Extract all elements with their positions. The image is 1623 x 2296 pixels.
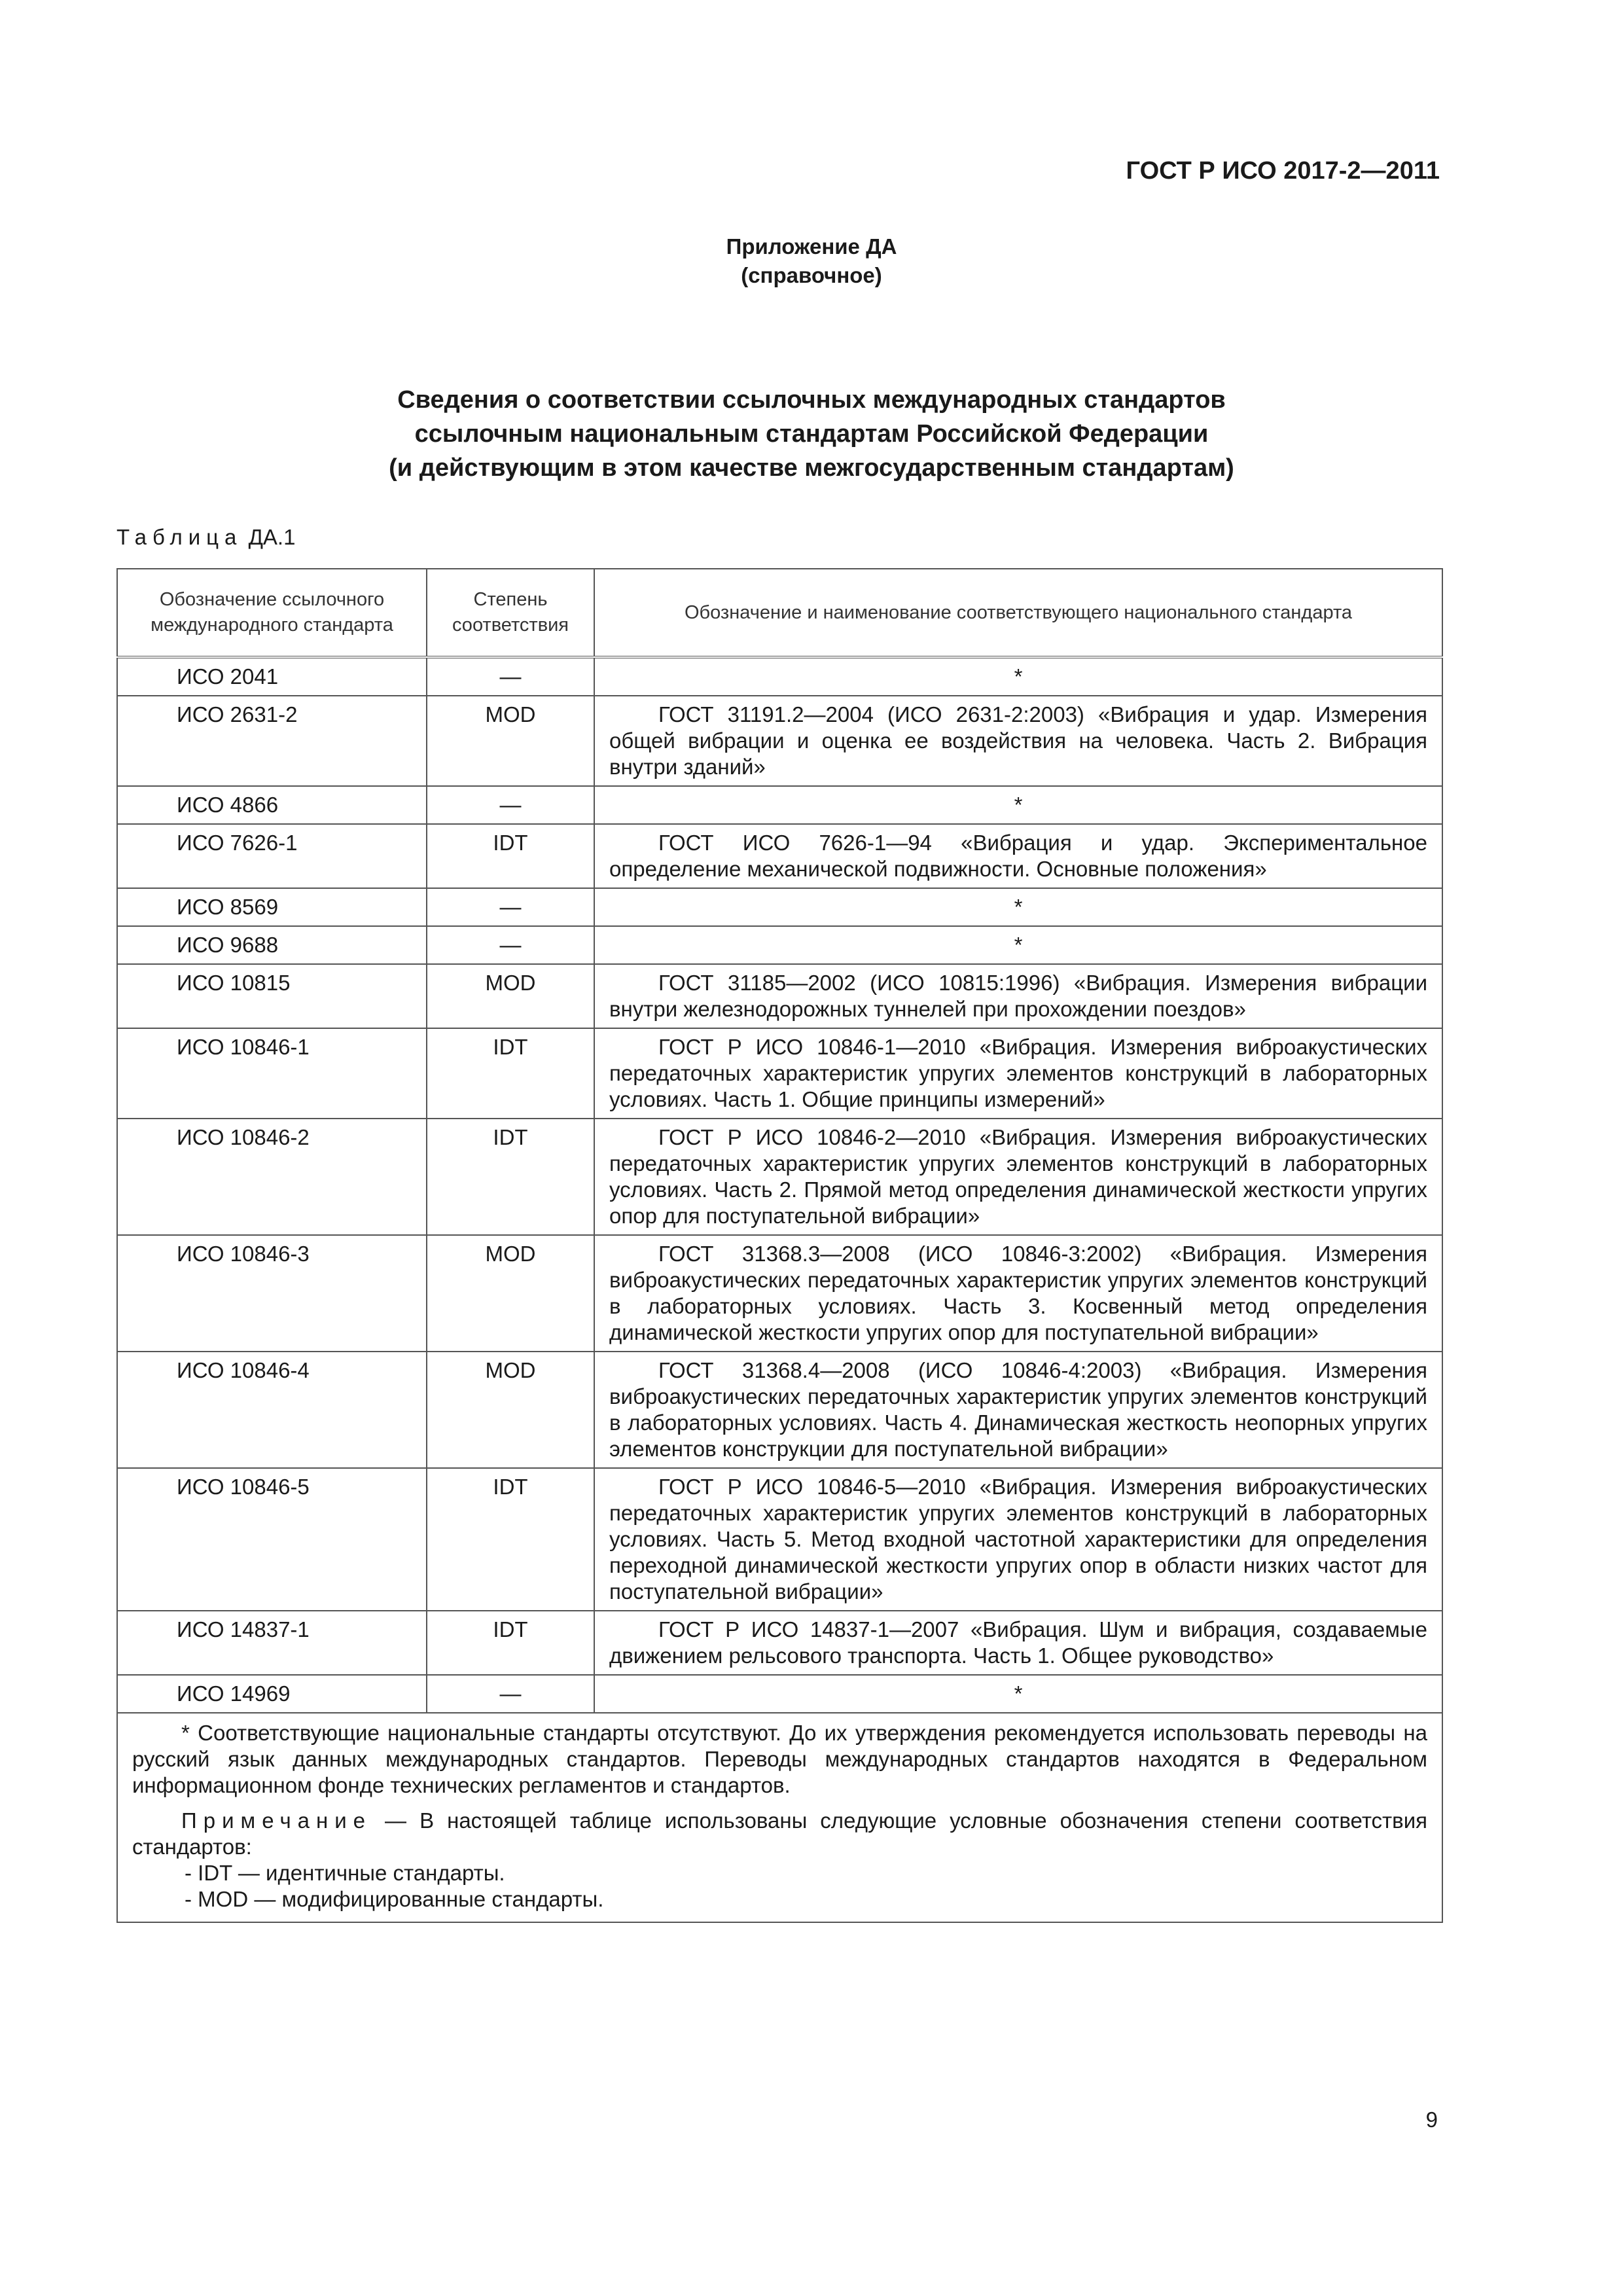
- table-row: [117, 964, 1442, 1028]
- degree-cell: MOD: [427, 696, 594, 786]
- document-code: ГОСТ Р ИСО 2017-2—2011: [1126, 157, 1440, 185]
- degree-cell: MOD: [427, 1352, 594, 1468]
- degree-cell: —: [427, 786, 594, 824]
- table-row: [117, 1611, 1442, 1675]
- ref-cell: ИСО 14837-1: [117, 1611, 427, 1675]
- degree-cell: MOD: [427, 1235, 594, 1352]
- ref-cell: ИСО 10815: [117, 964, 427, 1028]
- degree-cell: IDT: [427, 1468, 594, 1611]
- table-label-word: Таблица: [116, 525, 243, 549]
- ref-cell: ИСО 2041: [117, 657, 427, 696]
- degree-cell: IDT: [427, 1119, 594, 1235]
- national-cell: *: [594, 926, 1442, 964]
- table-row: [117, 888, 1442, 926]
- ref-cell: ИСО 10846-2: [117, 1119, 427, 1235]
- appendix-subtitle: (справочное): [741, 263, 882, 287]
- table-row: [117, 1028, 1442, 1119]
- degree-cell: MOD: [427, 964, 594, 1028]
- footnote: * Соответствующие национальные стандарты отсутствуют. До их утверждения рекомендуется использовать переводы на русский язык данных международных стандартов. Переводы международных стандартов находятся в Федеральном информационном фонде технических регламентов и стандартов.: [132, 1721, 1427, 1797]
- ref-cell: ИСО 2631-2: [117, 696, 427, 786]
- header-national-standard: Обозначение и наименование соответствующего национального стандарта: [594, 569, 1442, 657]
- table-row: [117, 1235, 1442, 1352]
- degree-cell: —: [427, 926, 594, 964]
- ref-cell: ИСО 9688: [117, 926, 427, 964]
- note-item-mod: - MOD — модифицированные стандарты.: [185, 1887, 604, 1911]
- appendix-title: Приложение ДА: [726, 234, 897, 259]
- national-cell: *: [594, 888, 1442, 926]
- national-cell: *: [594, 657, 1442, 696]
- degree-cell: —: [427, 888, 594, 926]
- degree-cell: IDT: [427, 1611, 594, 1675]
- header-degree: Степень соответствия: [427, 569, 594, 657]
- note-item-idt: - IDT — идентичные стандарты.: [185, 1861, 505, 1885]
- ref-cell: ИСО 7626-1: [117, 824, 427, 888]
- ref-cell: ИСО 10846-4: [117, 1352, 427, 1468]
- note-label: Примечание: [181, 1808, 372, 1833]
- table-row: [117, 1468, 1442, 1611]
- national-cell: ГОСТ ИСО 7626-1—94 «Вибрация и удар. Экспериментальное определение механической подвижности. Основные положения»: [594, 824, 1442, 888]
- national-cell: ГОСТ 31368.3—2008 (ИСО 10846-3:2002) «Вибрация. Измерения виброакустических передаточных характеристик упругих элементов конструкций в лабораторных условиях. Часть 3. Косвенный метод определения динамической жесткости упругих опор для поступательной вибрации»: [594, 1235, 1442, 1352]
- title-line-1: Сведения о соответствии ссылочных международных стандартов: [397, 386, 1226, 414]
- table-footer-row: [117, 1713, 1442, 1922]
- national-cell: ГОСТ Р ИСО 10846-2—2010 «Вибрация. Измерения виброакустических передаточных характеристик упругих элементов конструкций в лабораторных условиях. Часть 2. Прямой метод определения динамической жесткости упругих опор для поступательной вибрации»: [594, 1119, 1442, 1235]
- table-label: [116, 525, 295, 550]
- table-row: [117, 786, 1442, 824]
- degree-cell: —: [427, 1675, 594, 1713]
- national-cell: ГОСТ 31191.2—2004 (ИСО 2631-2:2003) «Вибрация и удар. Измерения общей вибрации и оценка ее воздействия на человека. Часть 2. Вибрация внутри зданий»: [594, 696, 1442, 786]
- table-note: [132, 1808, 1427, 1860]
- table-row: [117, 1119, 1442, 1235]
- ref-cell: ИСО 4866: [117, 786, 427, 824]
- appendix-heading: [0, 232, 1623, 290]
- national-cell: *: [594, 1675, 1442, 1713]
- degree-cell: —: [427, 657, 594, 696]
- national-cell: ГОСТ Р ИСО 10846-5—2010 «Вибрация. Измерения виброакустических передаточных характеристик упругих элементов конструкций в лабораторных условиях. Часть 5. Метод входной частотной характеристики для определения переходной динамической жесткости упругих опор в области низких частот для поступательной вибрации»: [594, 1468, 1442, 1611]
- table-footer: [117, 1713, 1442, 1922]
- table-row: [117, 657, 1442, 696]
- table-row: [117, 824, 1442, 888]
- ref-cell: ИСО 14969: [117, 1675, 427, 1713]
- header-international-standard: Обозначение ссылочного международного стандарта: [117, 569, 427, 657]
- table-row: [117, 696, 1442, 786]
- ref-cell: ИСО 10846-3: [117, 1235, 427, 1352]
- page-number: 9: [1425, 2108, 1438, 2132]
- ref-cell: ИСО 10846-5: [117, 1468, 427, 1611]
- table-header-row: [117, 569, 1442, 657]
- national-cell: ГОСТ 31185—2002 (ИСО 10815:1996) «Вибрация. Измерения вибрации внутри железнодорожных туннелей при прохождении поездов»: [594, 964, 1442, 1028]
- table-row: [117, 926, 1442, 964]
- national-cell: ГОСТ Р ИСО 14837-1—2007 «Вибрация. Шум и вибрация, создаваемые движением рельсового транспорта. Часть 1. Общее руководство»: [594, 1611, 1442, 1675]
- title-line-2: ссылочным национальным стандартам Российской Федерации: [414, 420, 1209, 448]
- title-line-3: (и действующим в этом качестве межгосударственным стандартам): [389, 454, 1234, 482]
- ref-cell: ИСО 8569: [117, 888, 427, 926]
- note-text: — В настоящей таблице использованы следующие условные обозначения степени соответствия стандартов:: [132, 1808, 1428, 1859]
- degree-cell: IDT: [427, 1028, 594, 1119]
- table-row: [117, 1352, 1442, 1468]
- standards-table: [116, 568, 1443, 1923]
- degree-cell: IDT: [427, 824, 594, 888]
- table-label-number: ДА.1: [248, 525, 296, 549]
- table-row: [117, 1675, 1442, 1713]
- national-cell: ГОСТ Р ИСО 10846-1—2010 «Вибрация. Измерения виброакустических передаточных характеристик упругих элементов конструкций в лабораторных условиях. Часть 1. Общие принципы измерений»: [594, 1028, 1442, 1119]
- ref-cell: ИСО 10846-1: [117, 1028, 427, 1119]
- national-cell: ГОСТ 31368.4—2008 (ИСО 10846-4:2003) «Вибрация. Измерения виброакустических передаточных характеристик упругих элементов конструкций в лабораторных условиях. Часть 4. Динамическая жесткость неопорных упругих элементов конструкции для поступательной вибрации»: [594, 1352, 1442, 1468]
- page-title: [0, 383, 1623, 485]
- national-cell: *: [594, 786, 1442, 824]
